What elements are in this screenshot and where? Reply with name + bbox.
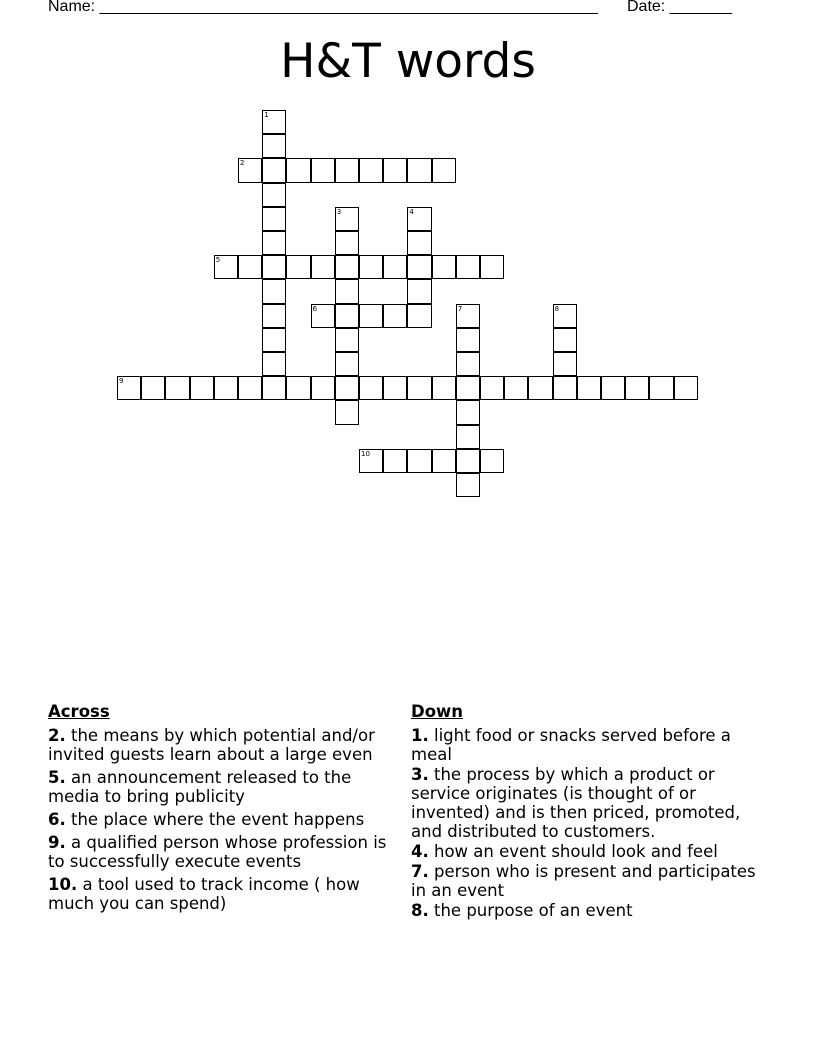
clue-start-number: 5 xyxy=(215,256,221,265)
grid-cell[interactable] xyxy=(335,376,359,400)
grid-cell[interactable] xyxy=(262,183,286,207)
grid-cell[interactable] xyxy=(407,304,431,328)
clue-number: 4. xyxy=(411,842,429,861)
grid-cell[interactable] xyxy=(456,376,480,400)
grid-cell[interactable] xyxy=(432,158,456,182)
down-clue xyxy=(411,726,766,764)
grid-cell[interactable] xyxy=(480,449,504,473)
grid-cell[interactable] xyxy=(262,207,286,231)
grid-cell[interactable] xyxy=(456,352,480,376)
grid-cell[interactable] xyxy=(238,255,262,279)
grid-cell[interactable] xyxy=(335,328,359,352)
grid-cell[interactable] xyxy=(190,376,214,400)
grid-cell[interactable] xyxy=(383,376,407,400)
grid-cell[interactable] xyxy=(407,231,431,255)
clue-text: the place where the event happens xyxy=(65,810,365,829)
grid-cell[interactable] xyxy=(286,376,310,400)
clue-start-number: 3 xyxy=(336,207,342,216)
down-clue xyxy=(411,765,766,841)
grid-cell[interactable] xyxy=(262,279,286,303)
grid-cell[interactable] xyxy=(238,376,262,400)
grid-cell[interactable] xyxy=(601,376,625,400)
down-clue xyxy=(411,901,766,920)
clue-number: 1. xyxy=(411,726,429,745)
grid-cell[interactable] xyxy=(335,231,359,255)
grid-cell[interactable] xyxy=(456,449,480,473)
grid-cell[interactable] xyxy=(335,207,359,231)
grid-cell[interactable] xyxy=(407,207,431,231)
grid-cell[interactable] xyxy=(432,449,456,473)
grid-cell[interactable] xyxy=(625,376,649,400)
grid-cell[interactable] xyxy=(456,473,480,497)
grid-cell[interactable] xyxy=(311,304,335,328)
grid-cell[interactable] xyxy=(335,400,359,424)
grid-cell[interactable] xyxy=(335,304,359,328)
clue-text: light food or snacks served before a meal xyxy=(411,726,731,764)
grid-cell[interactable] xyxy=(286,158,310,182)
grid-cell[interactable] xyxy=(311,158,335,182)
grid-cell[interactable] xyxy=(432,255,456,279)
grid-cell[interactable] xyxy=(262,110,286,134)
grid-cell[interactable] xyxy=(286,255,310,279)
clue-start-number: 8 xyxy=(554,304,560,313)
grid-cell[interactable] xyxy=(456,328,480,352)
grid-cell[interactable] xyxy=(674,376,698,400)
grid-cell[interactable] xyxy=(165,376,189,400)
grid-cell[interactable] xyxy=(577,376,601,400)
grid-cell[interactable] xyxy=(383,304,407,328)
date-field: Date: _______ xyxy=(627,0,732,15)
clue-text: a qualified person whose profession is to successfully execute events xyxy=(48,833,387,871)
grid-cell[interactable] xyxy=(262,376,286,400)
grid-cell[interactable] xyxy=(311,255,335,279)
clue-number: 9. xyxy=(48,833,66,852)
grid-cell[interactable] xyxy=(262,231,286,255)
clue-text: person who is present and participates in an event xyxy=(411,862,756,900)
down-clues xyxy=(411,702,766,921)
grid-cell[interactable] xyxy=(262,134,286,158)
clue-number: 8. xyxy=(411,901,429,920)
grid-cell[interactable] xyxy=(553,304,577,328)
grid-cell[interactable] xyxy=(553,352,577,376)
clue-start-number: 2 xyxy=(240,159,245,168)
grid-cell[interactable] xyxy=(335,279,359,303)
clue-start-number: 4 xyxy=(409,207,414,216)
across-clue xyxy=(48,768,403,806)
clue-number: 7. xyxy=(411,862,429,881)
clue-number: 6. xyxy=(48,810,66,829)
grid-cell[interactable] xyxy=(214,376,238,400)
clue-text: the process by which a product or service originates (is thought of or invented) and is then priced, promoted, and distributed to customers. xyxy=(411,765,741,841)
grid-cell[interactable] xyxy=(456,304,480,328)
grid-cell[interactable] xyxy=(335,158,359,182)
clue-number: 10. xyxy=(48,875,78,894)
grid-cell[interactable] xyxy=(407,279,431,303)
grid-cell[interactable] xyxy=(359,158,383,182)
grid-cell[interactable] xyxy=(311,376,335,400)
grid-cell[interactable] xyxy=(407,158,431,182)
grid-cell[interactable] xyxy=(456,400,480,424)
grid-cell[interactable] xyxy=(141,376,165,400)
grid-cell[interactable] xyxy=(117,376,141,400)
grid-cell[interactable] xyxy=(359,376,383,400)
grid-cell[interactable] xyxy=(553,376,577,400)
grid-cell[interactable] xyxy=(262,304,286,328)
clue-text: an announcement released to the media to bring publicity xyxy=(48,768,352,806)
clue-number: 3. xyxy=(411,765,429,784)
crossword-grid xyxy=(0,0,816,520)
grid-cell[interactable] xyxy=(407,255,431,279)
across-clue xyxy=(48,810,403,829)
clue-number: 5. xyxy=(48,768,66,787)
page-title: H&T words xyxy=(280,34,536,89)
across-clue xyxy=(48,875,403,913)
grid-cell[interactable] xyxy=(480,376,504,400)
grid-cell[interactable] xyxy=(383,158,407,182)
grid-cell[interactable] xyxy=(359,255,383,279)
across-clue xyxy=(48,833,403,871)
grid-cell[interactable] xyxy=(456,255,480,279)
grid-cell[interactable] xyxy=(262,328,286,352)
clue-text: the means by which potential and/or invited guests learn about a large even xyxy=(48,726,375,764)
across-heading: Across xyxy=(48,702,110,721)
clue-text: the purpose of an event xyxy=(428,901,633,920)
down-clue xyxy=(411,862,766,900)
grid-cell[interactable] xyxy=(407,376,431,400)
grid-cell[interactable] xyxy=(504,376,528,400)
clue-start-number: 1 xyxy=(264,111,269,119)
grid-cell[interactable] xyxy=(480,255,504,279)
grid-cell[interactable] xyxy=(649,376,673,400)
across-clues xyxy=(48,702,403,917)
grid-cell[interactable] xyxy=(335,352,359,376)
across-clue xyxy=(48,726,403,764)
grid-cell[interactable] xyxy=(335,255,359,279)
grid-cell[interactable] xyxy=(359,304,383,328)
grid-cell[interactable] xyxy=(383,255,407,279)
clue-start-number: 6 xyxy=(312,304,318,313)
down-clue xyxy=(411,842,766,861)
grid-cell[interactable] xyxy=(383,449,407,473)
grid-cell[interactable] xyxy=(407,449,431,473)
grid-cell[interactable] xyxy=(553,328,577,352)
grid-cell[interactable] xyxy=(214,255,238,279)
clue-start-number: 9 xyxy=(119,377,124,386)
clue-start-number: 7 xyxy=(457,304,463,313)
grid-cell[interactable] xyxy=(432,376,456,400)
grid-cell[interactable] xyxy=(456,425,480,449)
grid-cell[interactable] xyxy=(528,376,552,400)
clue-start-number: 10 xyxy=(361,449,370,458)
grid-cell[interactable] xyxy=(359,449,383,473)
clue-text: how an event should look and feel xyxy=(428,842,718,861)
grid-cell[interactable] xyxy=(262,352,286,376)
grid-cell[interactable] xyxy=(262,255,286,279)
clue-number: 2. xyxy=(48,726,66,745)
grid-cell[interactable] xyxy=(262,158,286,182)
name-field: Name: ________________________________________________________ xyxy=(48,0,598,15)
clue-text: a tool used to track income ( how much you can spend) xyxy=(48,875,360,913)
grid-cell[interactable] xyxy=(238,158,262,182)
down-heading: Down xyxy=(411,702,464,721)
